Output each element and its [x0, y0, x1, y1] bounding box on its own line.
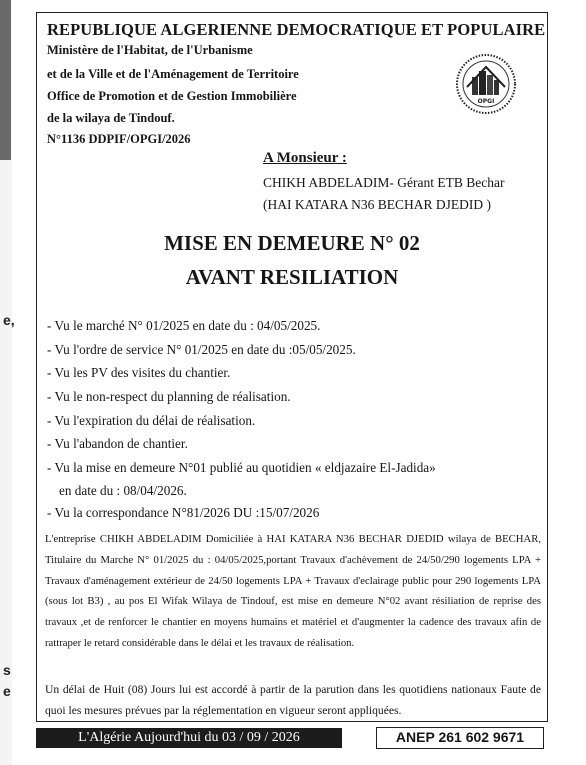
anep-reference: ANEP 261 602 9671 [376, 727, 544, 749]
vu-item: - Vu la correspondance N°81/2026 DU :15/07/2026 [47, 505, 320, 520]
wilaya-line: de la wilaya de Tindouf. [47, 111, 175, 125]
closing-paragraph: Un délai de Huit (08) Jours lui est accordé à partir de la parution dans les quotidiens nationaux Faute de quoi les mesures prévues par la réglementation en vigueur seront appliquées. [45, 683, 541, 717]
recipient-address: (HAI KATARA N36 BECHAR DJEDID ) [263, 197, 492, 212]
notice-title: MISE EN DEMEURE N° 02 [164, 231, 420, 255]
ministry-line: Ministère de l'Habitat, de l'Urbanisme [47, 43, 253, 57]
reference-number: N°1136 DDPIF/OPGI/2026 [47, 132, 191, 146]
legal-notice [36, 12, 548, 722]
notice-subtitle: AVANT RESILIATION [185, 265, 399, 289]
scan-margin-fragment: e, [3, 312, 15, 328]
vu-item: - Vu le marché N° 01/2025 en date du : 04/05/2025. [47, 318, 321, 333]
vu-item: - Vu l'expiration du délai de réalisation. [47, 413, 256, 428]
office-line: Office de Promotion et de Gestion Immobilière [47, 89, 297, 103]
scan-margin-fragment: s [3, 662, 11, 678]
opgi-seal-logo [455, 53, 517, 115]
scan-edge-shadow [0, 0, 11, 160]
vu-item: - Vu l'abandon de chantier. [47, 436, 188, 451]
vu-item-continuation: en date du : 08/04/2026. [59, 483, 187, 498]
vu-item: - Vu la mise en demeure N°01 publié au quotidien « eldjazaire El-Jadida» [47, 460, 436, 475]
recipient-name: CHIKH ABDELADIM- Gérant ETB Bechar [263, 175, 505, 190]
body-paragraph: L'entreprise CHIKH ABDELADIM Domiciliée à HAI KATARA N36 BECHAR DJEDID wilaya de BECHAR, Titulaire du Marche N° 01/2025 du : 04/05/2025,portant Travaux d'achèvement de 24/50/290 logements LPA + Travaux d'aménagement extérieur de 24/50 logements LPA + Travaux d'eclairage public pour 290 logements LPA (sous lot B3) , au pos El Wifak Wilaya de Tindouf, est mise en demeure N°02 avant résiliation de reprise des travaux ,et de renforcer le chantier en moyens humains et matériel et d'augmenter la cadence des travaux afin de rattraper le retard considérable dans le délai et les travaux de réalisation. [45, 533, 541, 649]
logo-lettering: OPGI [477, 98, 495, 105]
republic-header: REPUBLIQUE ALGERIENNE DEMOCRATIQUE ET POPULAIRE [47, 20, 546, 39]
publication-banner: L'Algérie Aujourd'hui du 03 / 09 / 2026 [36, 728, 342, 748]
recipient-salutation: A Monsieur : [263, 150, 347, 166]
vu-item: - Vu le non-respect du planning de réalisation. [47, 389, 291, 404]
vu-item: - Vu les PV des visites du chantier. [47, 365, 231, 380]
scan-margin-fragment: e [3, 683, 11, 699]
ministry-line: et de la Ville et de l'Aménagement de Territoire [47, 67, 299, 81]
vu-item: - Vu l'ordre de service N° 01/2025 en date du :05/05/2025. [47, 342, 356, 357]
